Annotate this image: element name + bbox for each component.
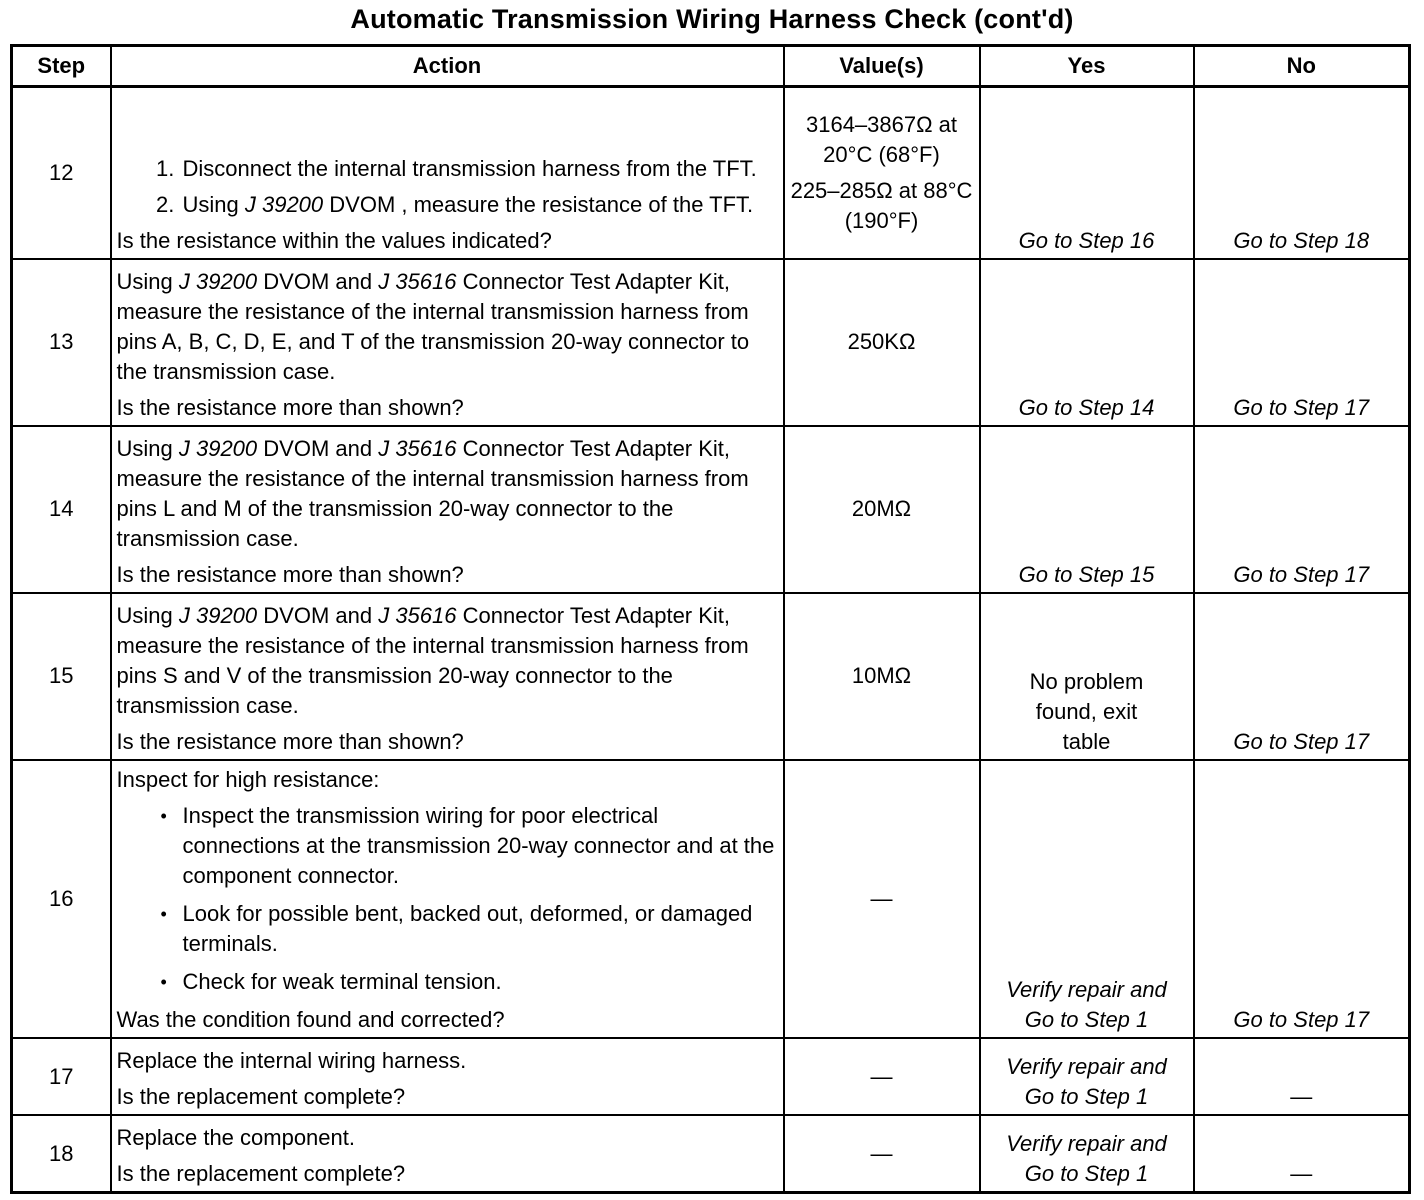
header-yes: Yes <box>980 46 1194 87</box>
list-item: • Inspect the transmission wiring for poor electrical connections at the transmission 20-way connector and at the component connector. <box>183 801 777 891</box>
action-cell <box>111 87 784 259</box>
diagnostic-table <box>10 44 1411 1194</box>
table-row-step-16 <box>12 760 1410 1038</box>
yes-cell: Go to Step 14 <box>980 259 1194 426</box>
tool-reference: J 39200 <box>178 435 258 461</box>
numbered-list <box>117 154 777 220</box>
value-text: 3164–3867Ω at 20°C (68°F) <box>805 111 958 167</box>
value-cell: 250KΩ <box>784 259 980 426</box>
action-text: Using J 39200 DVOM and J 35616 Connector Test Adapter Kit, measure the resistance of the internal transmission harness from pins S and V of the transmission 20-way connector to the transmission case. <box>116 603 749 719</box>
table-row-step-17 <box>12 1038 1410 1115</box>
action-cell <box>111 593 784 760</box>
header-values: Value(s) <box>784 46 980 87</box>
question-text: Is the resistance more than shown? <box>116 561 464 587</box>
yes-cell: Verify repair and Go to Step 1 <box>980 760 1194 1038</box>
value-cell: 10MΩ <box>784 593 980 760</box>
action-cell <box>111 259 784 426</box>
tool-reference: J 39200 <box>178 603 258 629</box>
no-cell: Go to Step 17 <box>1194 593 1410 760</box>
step-number: 14 <box>12 426 111 593</box>
value-cell <box>784 87 980 259</box>
action-cell <box>111 1038 784 1115</box>
tool-reference: J 35616 <box>378 268 457 294</box>
action-text: Using J 39200 DVOM and J 35616 Connector Test Adapter Kit, measure the resistance of the internal transmission harness from pins L and M of the transmission 20-way connector to the transmission case. <box>116 435 749 551</box>
table-row-step-14 <box>12 426 1410 593</box>
action-text: Replace the component. <box>116 1125 355 1150</box>
header-no: No <box>1194 46 1410 87</box>
no-cell: Go to Step 17 <box>1194 760 1410 1038</box>
header-row <box>12 46 1410 87</box>
bullet-list <box>117 801 777 997</box>
yes-cell: Verify repair and Go to Step 1 <box>980 1038 1194 1115</box>
tool-reference: J 35616 <box>378 435 457 461</box>
question-text: Is the replacement complete? <box>116 1161 406 1186</box>
header-step: Step <box>12 46 111 87</box>
step-number: 15 <box>12 593 111 760</box>
step-number: 17 <box>12 1038 111 1115</box>
yes-cell: No problem found, exit table <box>980 593 1194 760</box>
table-row-step-18 <box>12 1115 1410 1192</box>
no-cell: Go to Step 17 <box>1194 259 1410 426</box>
question-text: Is the resistance more than shown? <box>116 394 464 420</box>
value-text: 225–285Ω at 88°C (190°F) <box>790 177 973 233</box>
value-cell: — <box>784 760 980 1038</box>
tool-reference: J 35616 <box>378 603 457 629</box>
action-intro: Inspect for high resistance: <box>116 767 380 793</box>
step-number: 12 <box>12 87 111 259</box>
value-cell: — <box>784 1038 980 1115</box>
table-row-step-13 <box>12 259 1410 426</box>
action-text: Replace the internal wiring harness. <box>116 1048 467 1074</box>
step-number: 13 <box>12 259 111 426</box>
yes-cell: Verify repair and Go to Step 1 <box>980 1115 1194 1192</box>
no-cell: Go to Step 18 <box>1194 87 1410 259</box>
no-cell: — <box>1194 1115 1410 1192</box>
action-text: Using J 39200 DVOM and J 35616 Connector Test Adapter Kit, measure the resistance of the internal transmission harness from pins A, B, C, D, E, and T of the transmission 20-way connector to the transmission case. <box>116 268 750 384</box>
action-cell <box>111 1115 784 1192</box>
no-cell: — <box>1194 1038 1410 1115</box>
table-row-step-15 <box>12 593 1410 760</box>
question-text: Is the resistance within the values indicated? <box>116 227 552 253</box>
list-item: • Look for possible bent, backed out, deformed, or damaged terminals. <box>183 899 777 959</box>
step-number: 18 <box>12 1115 111 1192</box>
tool-reference: J 39200 <box>178 268 258 294</box>
question-text: Is the replacement complete? <box>116 1084 406 1110</box>
action-cell <box>111 426 784 593</box>
yes-cell: Go to Step 16 <box>980 87 1194 259</box>
step-number: 16 <box>12 760 111 1038</box>
list-item: 2. Using J 39200 DVOM , measure the resistance of the TFT. <box>181 190 777 220</box>
tool-reference: J 39200 <box>244 191 324 217</box>
question-text: Was the condition found and corrected? <box>116 1007 505 1033</box>
action-cell <box>111 760 784 1038</box>
value-cell: 20MΩ <box>784 426 980 593</box>
table-row-step-12 <box>12 87 1410 259</box>
value-cell: — <box>784 1115 980 1192</box>
list-item: • Check for weak terminal tension. <box>183 967 777 997</box>
page-title: Automatic Transmission Wiring Harness Check (cont'd) <box>350 4 1074 34</box>
header-action: Action <box>111 46 784 87</box>
yes-cell: Go to Step 15 <box>980 426 1194 593</box>
no-cell: Go to Step 17 <box>1194 426 1410 593</box>
question-text: Is the resistance more than shown? <box>116 729 464 755</box>
list-item: 1. Disconnect the internal transmission harness from the TFT. <box>181 154 777 184</box>
